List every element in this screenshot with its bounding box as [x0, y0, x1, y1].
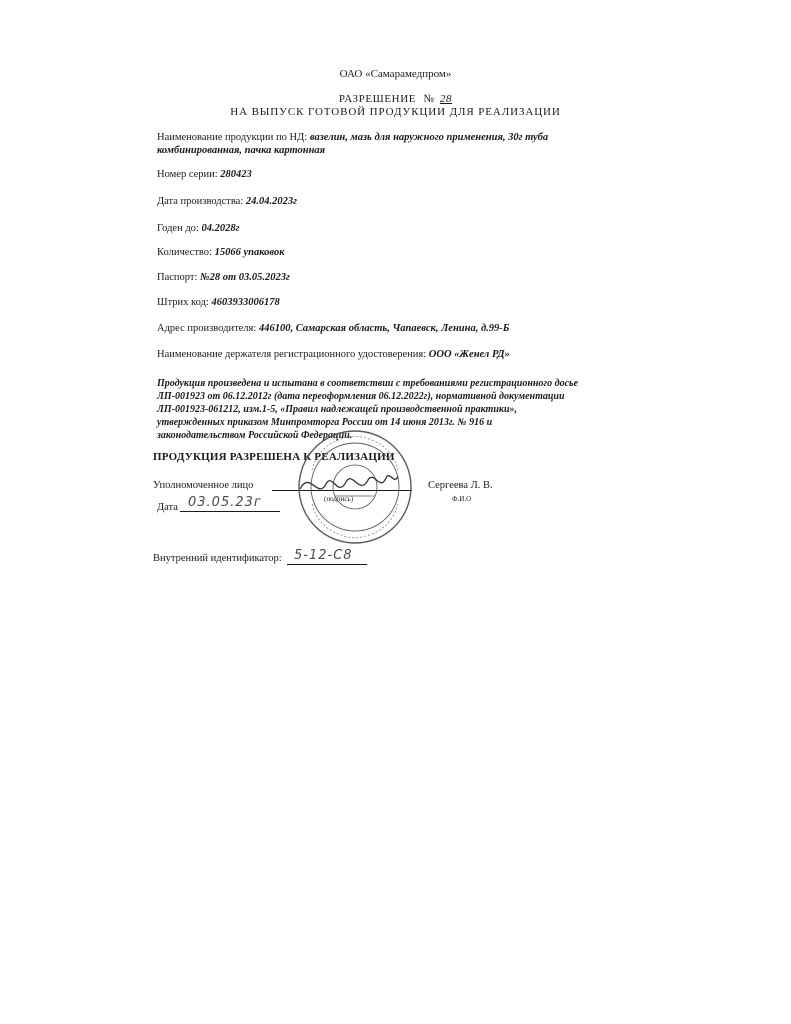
batch-value: 280423: [220, 169, 252, 180]
handwritten-date: 03.05.23г: [188, 495, 262, 510]
passport-label: Паспорт:: [157, 272, 198, 283]
compliance-line: законодательством Российской Федерации.: [157, 430, 353, 441]
date-label: Дата: [157, 502, 178, 513]
batch-label: Номер серии:: [157, 169, 218, 180]
prod-date-value: 24.04.2023г: [245, 196, 298, 207]
permit-label: РАЗРЕШЕНИЕ: [338, 93, 417, 105]
permit-subtitle: НА ВЫПУСК ГОТОВОЙ ПРОДУКЦИИ ДЛЯ РЕАЛИЗАЦИИ: [230, 106, 561, 118]
barcode-value: 4603933006178: [211, 297, 280, 308]
product-value: вазелин, мазь для наружного применения, 30г туба: [309, 132, 549, 143]
expiry-label: Годен до:: [157, 223, 199, 234]
person-name: Сергеева Л. В.: [428, 480, 493, 491]
name-caption: Ф.И.О: [452, 495, 472, 503]
signature-scribble: [300, 476, 398, 489]
authorized-person-label: Уполномоченное лицо: [153, 480, 254, 491]
compliance-line: ЛП-001923 от 06.12.2012г (дата переоформления 06.12.2022г), нормативной документации: [157, 391, 565, 402]
product-label: Наименование продукции по НД:: [157, 132, 308, 143]
permit-number: 28: [439, 93, 453, 105]
internal-id-label: Внутренний идентификатор:: [153, 553, 282, 564]
company-name: ОАО «Самарамедпром»: [339, 68, 452, 80]
permit-no-sign: №: [423, 93, 435, 105]
internal-id-value: 5-12-С8: [294, 548, 353, 563]
address-label: Адрес производителя:: [157, 323, 257, 334]
compliance-line: ЛП-001923-061212, изм.1-5, «Правил надлежащей производственной практики»,: [157, 404, 518, 415]
product-value-cont: комбинированная, пачка картонная: [157, 145, 326, 156]
barcode-label: Штрих код:: [157, 297, 209, 308]
passport-value: №28 от 03.05.2023г: [200, 272, 290, 283]
quantity-value: 15066 упаковок: [214, 247, 285, 258]
holder-value: ООО «Женел РД»: [428, 349, 510, 360]
prod-date-label: Дата производства:: [157, 196, 244, 207]
quantity-label: Количество:: [157, 247, 212, 258]
compliance-line: Продукция произведена и испытана в соответствии с требованиями регистрационного досье: [157, 378, 579, 389]
holder-label: Наименование держателя регистрационного удостоверения:: [157, 349, 427, 360]
compliance-line: утвержденных приказом Минпромторга России от 14 июня 2013г. № 916 и: [157, 417, 493, 428]
address-value: 446100, Самарская область, Чапаевск, Ленина, д.99-Б: [258, 323, 510, 334]
approval-heading: ПРОДУКЦИЯ РАЗРЕШЕНА К РЕАЛИЗАЦИИ: [153, 451, 395, 463]
expiry-value: 04.2028г: [201, 223, 240, 234]
signature-caption: (подпись): [324, 495, 354, 503]
